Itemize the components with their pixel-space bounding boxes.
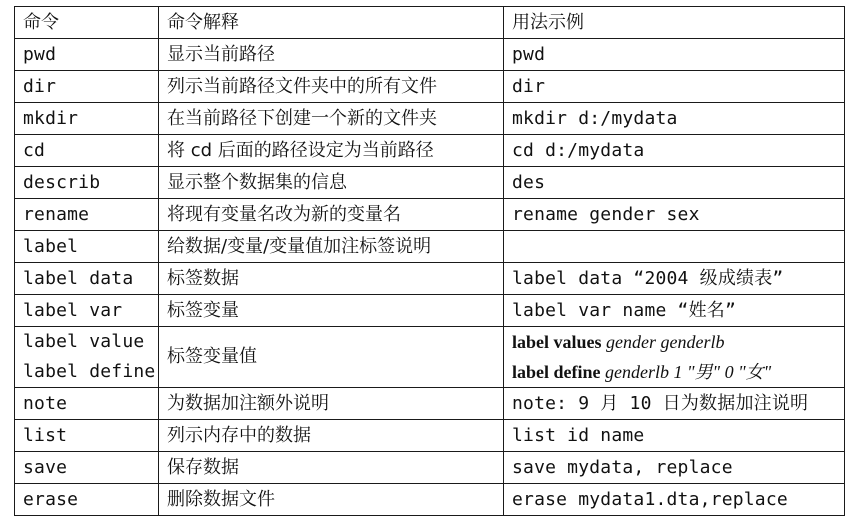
- cell-explanation: 显示整个数据集的信息: [159, 167, 504, 199]
- cell-explanation: 删除数据文件: [159, 484, 504, 516]
- cell-command: dir: [15, 71, 159, 103]
- cell-command: erase: [15, 484, 159, 516]
- cell-example: [504, 327, 845, 388]
- cell-example: mkdir d:/mydata: [504, 103, 845, 135]
- cell-command: label: [15, 231, 159, 263]
- table-row: [15, 199, 845, 231]
- cell-explanation: 在当前路径下创建一个新的文件夹: [159, 103, 504, 135]
- table-row-merged: [15, 327, 845, 388]
- cell-example: dir: [504, 71, 845, 103]
- cell-command: list: [15, 420, 159, 452]
- cell-explanation: 将现有变量名改为新的变量名: [159, 199, 504, 231]
- table-row: [15, 39, 845, 71]
- cell-example: save mydata, replace: [504, 452, 845, 484]
- example-line-2-italic: genderlb 1 "男" 0 "女": [600, 362, 772, 382]
- header-command: 命令: [15, 7, 159, 39]
- table-header-row: [15, 7, 845, 39]
- cell-example: list id name: [504, 420, 845, 452]
- cell-command: pwd: [15, 39, 159, 71]
- example-line-1-italic: gender genderlb: [601, 332, 725, 352]
- table-row: [15, 295, 845, 327]
- cell-example: rename gender sex: [504, 199, 845, 231]
- cell-command: save: [15, 452, 159, 484]
- table-row: [15, 484, 845, 516]
- table-row: [15, 231, 845, 263]
- table-row: [15, 452, 845, 484]
- cell-explanation: 给数据/变量/变量值加注标签说明: [159, 231, 504, 263]
- example-line-1: [512, 327, 836, 357]
- example-line-1-bold: label values: [512, 332, 602, 352]
- cell-command: label var: [15, 295, 159, 327]
- cell-command: [15, 327, 159, 388]
- cell-example: note: 9 月 10 日为数据加注说明: [504, 388, 845, 420]
- cell-explanation: 列示当前路径文件夹中的所有文件: [159, 71, 504, 103]
- cell-example: label var name “姓名”: [504, 295, 845, 327]
- cell-command: note: [15, 388, 159, 420]
- cell-explanation: 标签数据: [159, 263, 504, 295]
- cell-example: erase mydata1.dta,replace: [504, 484, 845, 516]
- command-line-2: label define: [23, 361, 156, 382]
- header-example: 用法示例: [504, 7, 845, 39]
- command-table: [14, 6, 845, 516]
- cell-example: des: [504, 167, 845, 199]
- command-line-1: label value: [23, 331, 145, 352]
- header-explanation: 命令解释: [159, 7, 504, 39]
- cell-explanation: 列示内存中的数据: [159, 420, 504, 452]
- cell-example: pwd: [504, 39, 845, 71]
- explanation-text: 标签变量值: [167, 346, 257, 367]
- cell-command: label data: [15, 263, 159, 295]
- example-line-2-bold: label define: [512, 362, 601, 382]
- cell-explanation: 显示当前路径: [159, 39, 504, 71]
- cell-command: rename: [15, 199, 159, 231]
- cell-explanation: 为数据加注额外说明: [159, 388, 504, 420]
- cell-explanation: 标签变量: [159, 295, 504, 327]
- cell-command: mkdir: [15, 103, 159, 135]
- table-row: [15, 420, 845, 452]
- table-row: [15, 263, 845, 295]
- table-row: [15, 167, 845, 199]
- cell-example: [504, 231, 845, 263]
- cell-command: describ: [15, 167, 159, 199]
- cell-explanation: 保存数据: [159, 452, 504, 484]
- table-row: [15, 103, 845, 135]
- cell-explanation: [159, 327, 504, 388]
- cell-explanation: 将 cd 后面的路径设定为当前路径: [159, 135, 504, 167]
- cell-command: cd: [15, 135, 159, 167]
- table-row: [15, 388, 845, 420]
- cell-example: cd d:/mydata: [504, 135, 845, 167]
- table-row: [15, 71, 845, 103]
- table-row: [15, 135, 845, 167]
- cell-example: label data “2004 级成绩表”: [504, 263, 845, 295]
- example-line-2: [512, 357, 836, 387]
